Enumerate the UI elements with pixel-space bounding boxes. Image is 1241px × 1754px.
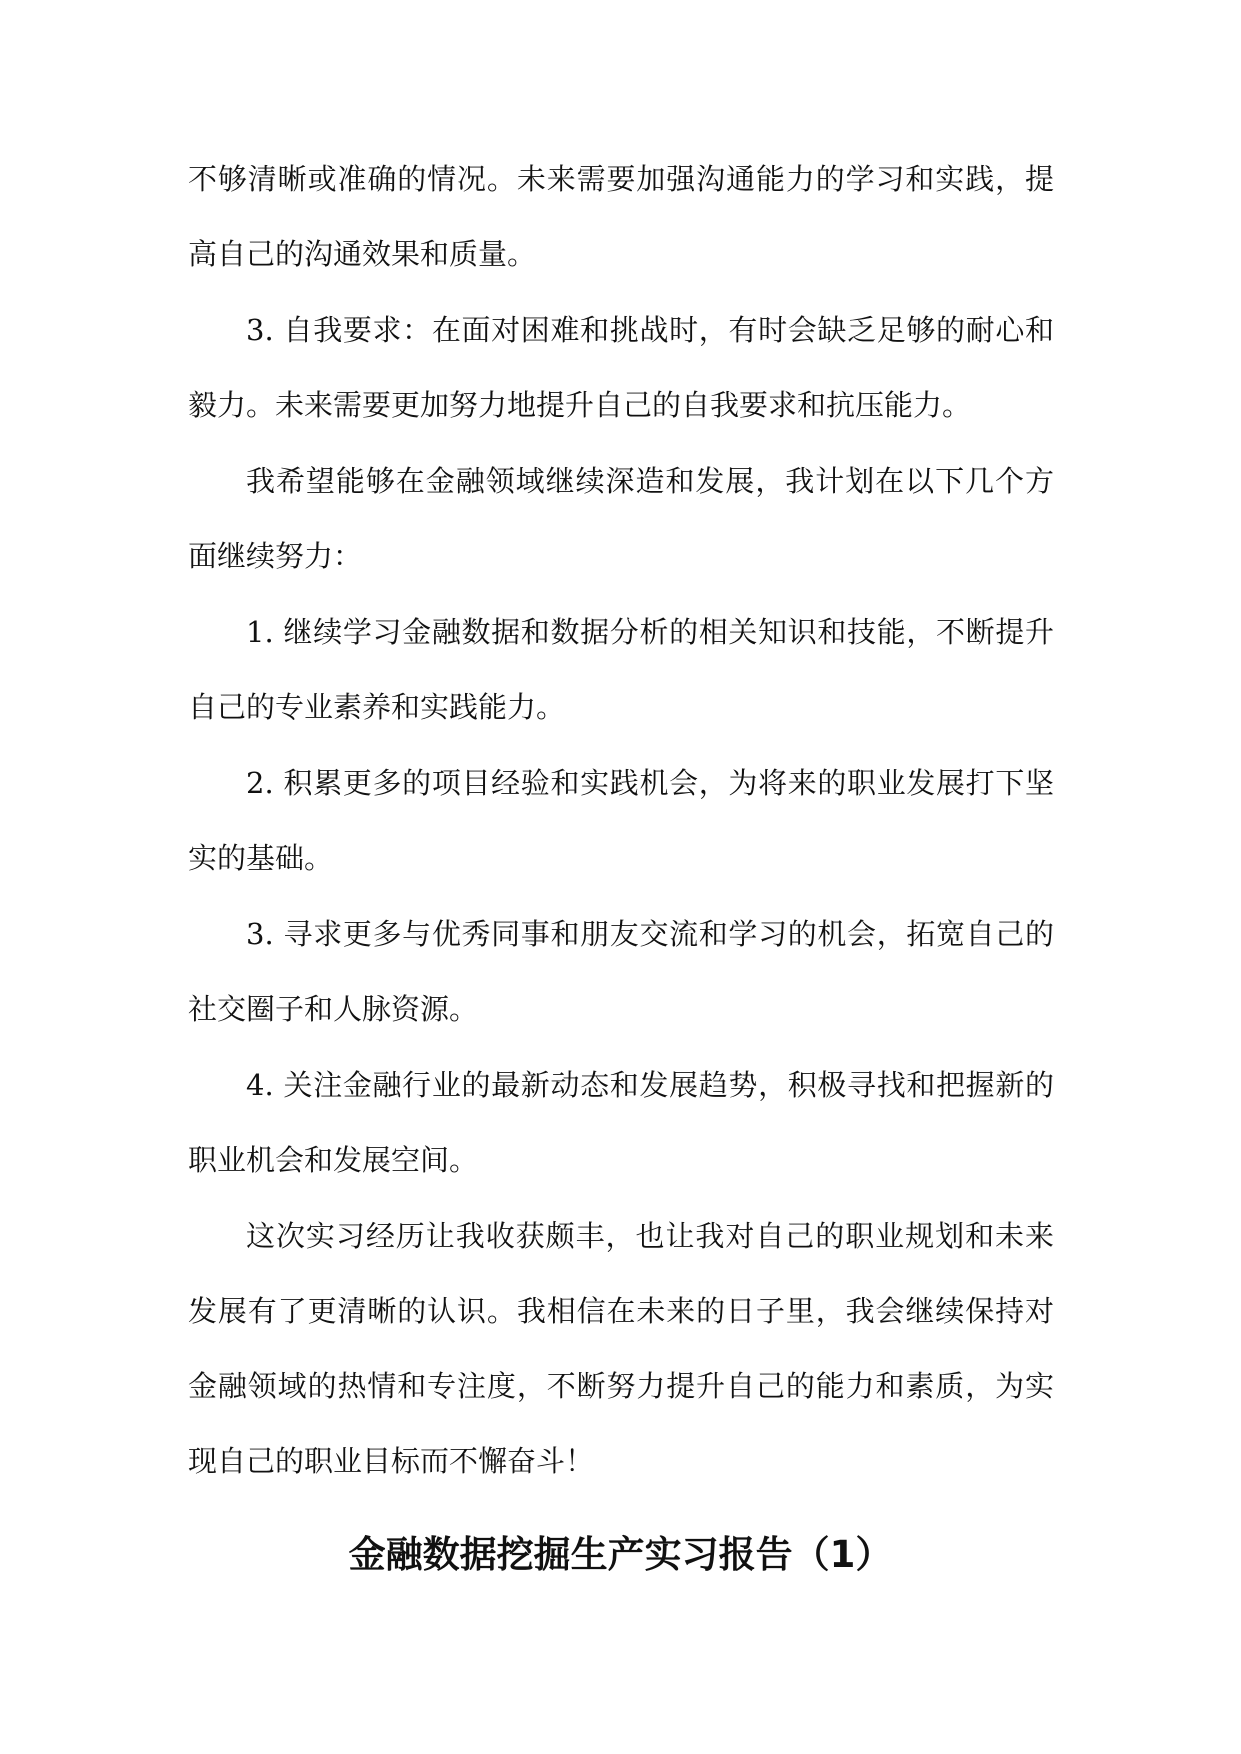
paragraph-plan-item-2: 2. 积累更多的项目经验和实践机会，为将来的职业发展打下坚实的基础。 — [188, 766, 1054, 875]
paragraph-future-plan-intro: 我希望能够在金融领域继续深造和发展，我计划在以下几个方面继续努力： — [188, 464, 1054, 573]
paragraph-plan-item-4: 4. 关注金融行业的最新动态和发展趋势，积极寻找和把握新的职业机会和发展空间。 — [188, 1068, 1054, 1177]
paragraph-conclusion: 这次实习经历让我收获颇丰，也让我对自己的职业规划和未来发展有了更清晰的认识。我相信在未来的日子里，我会继续保持对金融领域的热情和专注度，不断努力提升自己的能力和素质，为实现自己的职业目标而不懈奋斗！ — [188, 1219, 1054, 1478]
report-title: 金融数据挖掘生产实习报告（1） — [348, 1533, 893, 1576]
body-text — [188, 142, 1054, 1499]
paragraph-continued: 不够清晰或准确的情况。未来需要加强沟通能力的学习和实践，提高自己的沟通效果和质量。 — [188, 162, 1054, 271]
paragraph-plan-item-3: 3. 寻求更多与优秀同事和朋友交流和学习的机会，拓宽自己的社交圈子和人脉资源。 — [188, 917, 1054, 1026]
paragraph-self-requirement: 3. 自我要求：在面对困难和挑战时，有时会缺乏足够的耐心和毅力。未来需要更加努力地提升自己的自我要求和抗压能力。 — [188, 313, 1054, 422]
paragraph-plan-item-1: 1. 继续学习金融数据和数据分析的相关知识和技能，不断提升自己的专业素养和实践能力。 — [188, 615, 1054, 724]
